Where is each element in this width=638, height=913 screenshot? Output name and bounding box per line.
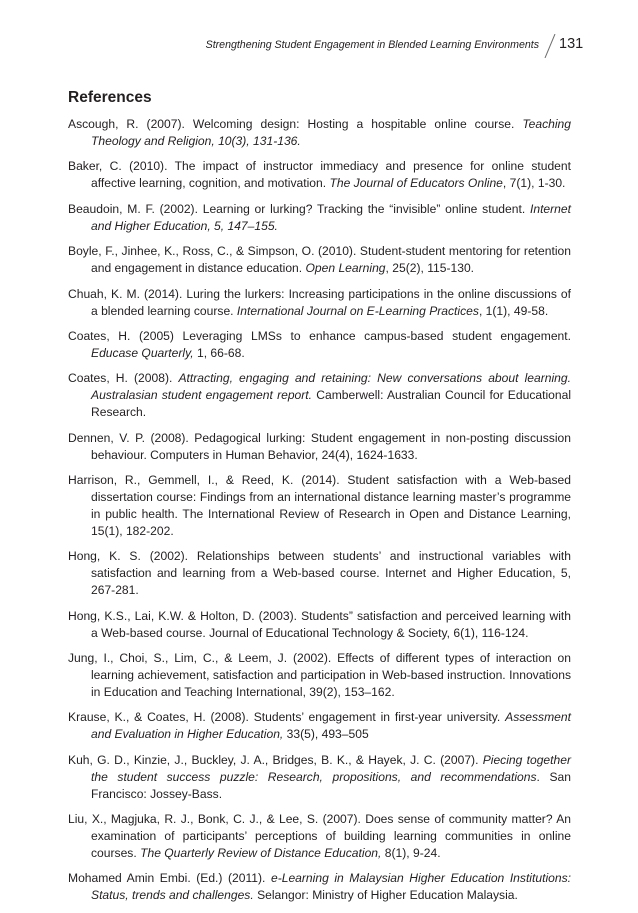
reference-text-segment: Selangor: Ministry of Higher Education Malaysia. [253,888,518,903]
reference-entry [68,116,571,150]
reference-text-segment: Ascough, R. (2007). Welcoming design: Hosting a hospitable online course. [68,117,523,131]
reference-text-segment: Harrison, R., Gemmell, I., & Reed, K. (2014). Student satisfaction with a Web-based dissertation course: Findings from an international distance learning master’s programme in public health. The International Review of Research in Open and Distance Learning, 15(1), 182-202. [68,473,571,538]
reference-italic-segment: Educase Quarterly, [91,345,194,360]
reference-text-segment: Hong, K. S. (2002). Relationships between students’ and instructional variables with satisfaction and learning from a Web-based course. Internet and Higher Education, 5, 267-281. [68,549,571,598]
reference-text-segment: Beaudoin, M. F. (2002). Learning or lurking? Tracking the “invisible” online student. [68,201,530,216]
reference-italic-segment: Internet and Higher Education, 5, 147–155. [91,201,571,233]
reference-italic-segment: The Quarterly Review of Distance Education, [140,845,382,860]
reference-text-segment: Kuh, G. D., Kinzie, J., Buckley, J. A., Bridges, B. K., & Hayek, J. C. (2007). [68,752,483,767]
reference-italic-segment: e-Learning in Malaysian Higher Education Institutions: Status, trends and challenges. [91,871,571,903]
reference-text-segment: Coates, H. (2008). [68,371,179,386]
reference-text-segment: Boyle, F., Jinhee, K., Ross, C., & Simpson, O. (2010). Student-student mentoring for retention and engagement in distance education. [68,244,571,276]
reference-entry [68,158,571,192]
reference-text-segment: Dennen, V. P. (2008). Pedagogical lurking: Student engagement in non-posting discussion behaviour. Computers in Human Behavior, 24(4), 1624-1633. [68,430,571,462]
reference-italic-segment: Teaching Theology and Religion, 10(3), 131-136. [91,117,571,148]
reference-entry [68,430,571,464]
page-number: 131 [559,36,584,52]
reference-text-segment: Hong, K.S., Lai, K.W. & Holton, D. (2003). Students” satisfaction and perceived learning with a Web-based course. Journal of Educational Technology & Society, 6(1), 116-124. [68,608,571,640]
reference-entry [68,201,571,235]
reference-italic-segment: International Journal on E-Learning Practices [236,303,479,318]
reference-list [68,116,571,913]
reference-entry [68,548,571,599]
reference-text-segment: 33(5), 493–505 [283,727,369,742]
reference-entry [68,328,571,362]
reference-italic-segment: Piecing together the student success puzzle: Research, propositions, and recommendations [91,752,571,784]
reference-text-segment: Chuah, K. M. (2014). Luring the lurkers: Increasing participations in the online discussions of a blended learning course. [68,286,571,318]
reference-text-segment: Baker, C. (2010). The impact of instructor immediacy and presence for online student affective learning, cognition, and motivation. [68,159,571,191]
reference-entry [68,286,571,320]
reference-text-segment: Krause, K., & Coates, H. (2008). Students’ engagement in first-year university. [68,710,506,725]
reference-entry [68,650,571,701]
reference-text-segment: Camberwell: Australian Council for Educational Research. [91,388,572,420]
reference-text-segment: , 7(1), 1-30. [502,176,566,191]
reference-text-segment: Liu, X., Magjuka, R. J., Bonk, C. J., & Lee, S. (2007). Does sense of community matter? An examination of participants’ perceptions of building learning communities in online courses. [68,812,571,860]
reference-italic-segment: The Journal of Educators Online [329,176,503,191]
reference-text-segment: 1, 66-68. [193,345,245,360]
reference-entry [68,608,571,642]
section-heading: References [68,89,152,106]
header-divider [544,34,556,58]
reference-entry [68,243,571,277]
reference-italic-segment: Attracting, engaging and retaining: New conversations about learning. Australasian student engagement report. [91,371,571,403]
reference-entry [68,709,571,743]
page-header [0,34,638,60]
reference-text-segment: Jung, I., Choi, S., Lim, C., & Leem, J. (2002). Effects of different types of interaction on learning achievement, satisfaction and participation in Web-based instruction. Innovations in Education and Teaching International, 39(2), 153–162. [68,651,571,699]
reference-entry [68,870,571,904]
reference-entry [68,752,571,803]
reference-text-segment: 8(1), 9-24. [381,845,441,860]
reference-text-segment: . San Francisco: Jossey-Bass. [91,769,571,801]
reference-text-segment: , 1(1), 49-58. [478,303,549,318]
reference-entry [68,811,571,862]
reference-entry [68,370,571,421]
reference-italic-segment: Open Learning [305,261,386,276]
running-title: Strengthening Student Engagement in Blended Learning Environments [205,39,539,51]
reference-italic-segment: Assessment and Evaluation in Higher Education, [91,710,571,742]
reference-text-segment: , 25(2), 115-130. [385,261,475,276]
reference-text-segment: Coates, H. (2005) Leveraging LMSs to enhance campus-based student engagement. [68,329,571,344]
reference-entry [68,472,571,540]
reference-text-segment: Mohamed Amin Embi. (Ed.) (2011). [68,871,271,886]
